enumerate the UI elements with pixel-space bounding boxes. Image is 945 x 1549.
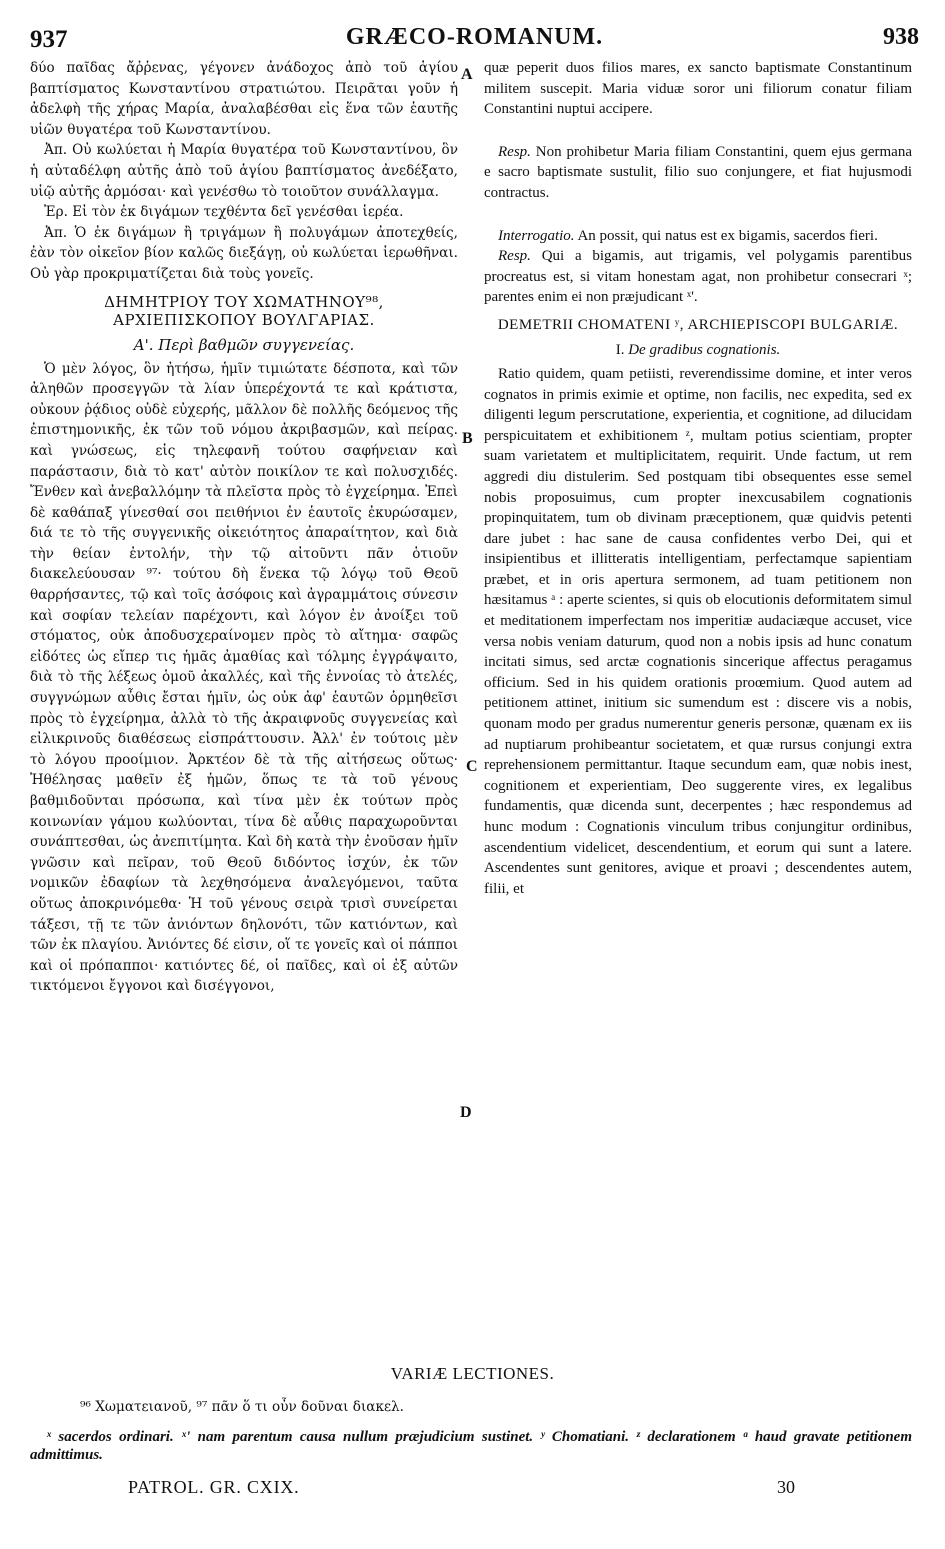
latin-paragraph: Ratio quidem, quam petiisti, reverendissime domine, et inter veros cognatos in primis eximie et optime, non facilis, nec expedita, sed ex diligenti legum perscrutatione, experientia, et cognitione, ad dilucidam perspicuitatem et exhibitionem ᶻ, multam potius scientiam, propter suam varietatem et multiplicitatem, requirit. Unde factum, ut rem aggredi diu distulerim. Sed postquam tibi obsequentes esse semel nobis proposuimus, cum propter inexcusabilem cognationis propinquitatem, tum ob divinam præceptionem, quæ quidvis petenti dare jubet : hac sane de causa confidentes verbo Dei, qui et insipientibus et illitteratis intelligentiam, perfectamque sapientiam præbet, et in oris apertura sermonem, ad tuam petitionem non hæsitamus ᵃ : aperte scientes, si quis ob elocutionis deformitatem simul et meditationem imperfectam nos imperitiæ audaciæque accuset, vice versa nobis veniam daturum, quod non a nobis ipsis ad hunc conatum incitati simus, sed arctæ cognationis sincerique affectus peragamus officium. Sed in his quidem orationis proœmium. Quod autem ad petitionem attinet, initium sic sumendum est : discere vis a nobis, quonam modo per gradus numerentur generis personæ, quænam ex iis ad nuptiarum prohibeantur societatem, et quæ rursus conjungi extra reprehensionem permittantur. Itaque secundum eam, quæ nobis inest, cognitionem et experientiam, Deo suggerente vires, ex legalibus fundamentis, quæ dicenda sunt, decerpentes ; hæc respondemus ad hunc modum : Cognationis vinculum tribus conjungitur ordinibus, ascendentium videlicet, descendentium, et eorum qui sunt a latere. Ascendentes sunt genitores, avique et proavi ; descendentes autem, filii, et bbox=[484, 365, 912, 897]
greek-section-heading: ΔΗΜΗΤΡΙΟΥ ΤΟΥ ΧΩΜΑΤΗΝΟΥ⁹⁸, ΑΡΧΙΕΠΙΣΚΟΠΟΥ ΒΟΥΛΓΑΡΙΑΣ. bbox=[104, 292, 384, 329]
page-footer bbox=[128, 1477, 795, 1501]
latin-paragraph: quæ peperit duos filios mares, ex sancto baptismate Constantinum militem suscepit. Maria viduæ soror uni filiorum conatur filiam Constantini nuptui accipere. bbox=[484, 60, 912, 118]
latin-paragraph-text: An possit, qui natus est ex bigamis, sacerdos fieri. bbox=[574, 227, 878, 244]
section-marker-b: B bbox=[462, 430, 473, 447]
speaker-label: Resp. bbox=[498, 248, 531, 265]
latin-paragraph-text: Non prohibetur Maria filiam Constantini, quem ejus germana e sacro baptismate sustulit, filio suo conjungere, et fiat hujusmodi contractus. bbox=[484, 143, 912, 201]
spacer bbox=[484, 120, 912, 142]
page-number-left: 937 bbox=[30, 26, 68, 53]
latin-paragraph bbox=[484, 142, 912, 204]
greek-column bbox=[30, 58, 458, 1358]
section-marker-a: A bbox=[461, 66, 473, 83]
latin-subheading bbox=[484, 340, 912, 360]
greek-paragraph: δύο παῖδας ἄῤῥενας, γέγονεν ἀνάδοχος ἀπὸ τοῦ ἁγίου βαπτίσματος Κωνσταντίνου στρατιώτου. Πειρᾶται γοῦν ἡ ἀδελφὴ τῆς χήρας Μαρία, ἀναλαβέσθαι εἰς ἕνα τῶν ἑαυτῆς υἱῶν θυγατέρα τοῦ Κωνσταντίνου. bbox=[30, 60, 458, 138]
section-marker-d: D bbox=[460, 1104, 472, 1121]
greek-footnotes: ⁹⁶ Χωματειανοῦ, ⁹⁷ πᾶν ὅ τι οὖν δοῦναι διακελ. bbox=[80, 1399, 404, 1415]
greek-paragraph: Ἀπ. Ὁ ἐκ διγάμων ἢ τριγάμων ἢ πολυγάμων ἀποτεχθείς, ἐὰν τὸν οἰκεῖον βίον καλῶς διεξάγῃ, οὐ κωλύεται ἱερωθῆναι. Οὐ γὰρ προκριματίζεται διὰ τοὺς γονεῖς. bbox=[30, 224, 458, 282]
latin-column bbox=[484, 58, 912, 1358]
spacer bbox=[484, 204, 912, 226]
signature-number: 30 bbox=[777, 1477, 795, 1497]
variae-lectiones-heading: VARIÆ LECTIONES. bbox=[390, 1364, 555, 1383]
greek-subheading: Α'. Περὶ βαθμῶν συγγενείας. bbox=[133, 335, 355, 354]
latin-paragraph-text: Qui a bigamis, aut trigamis, vel polygamis parentibus procreatus est, si vitam honestam agat, non prohibetur consecrari ˣ; parentes enim ei non præjudicant ˣ'. bbox=[484, 248, 912, 306]
page-number-right: 938 bbox=[883, 24, 919, 50]
running-header bbox=[30, 14, 919, 54]
subheading-number: I. bbox=[615, 341, 625, 358]
latin-paragraph bbox=[484, 246, 912, 308]
greek-paragraph: Ἀπ. Οὐ κωλύεται ἡ Μαρία θυγατέρα τοῦ Κωνσταντίνου, ὃν ἡ αὐταδέλφη αὐτῆς ἀπὸ τοῦ ἁγίου βαπτίσματος ἀνεδέξατο, υἱῷ αὐτῆς ἁρμόσαι· καὶ γενέσθω τὸ τοιοῦτον συνάλλαγμα. bbox=[30, 142, 458, 200]
greek-paragraph: Ὁ μὲν λόγος, ὃν ἠτήσω, ἡμῖν τιμιώτατε δέσποτα, καὶ τῶν ἀληθῶν προσεγγῶν τὰ λίαν ὑπερέχοντά τε καὶ κράτιστα, οὐκουν ῥᾴδιος οὐδὲ εὐχερής, μᾶλλον δὲ πολλῆς δεόμενος τῆς ἐπιστημονικῆς, ἐκ τῶν τοῦ νόμου ἀκριβασμῶν, καὶ πείρας. καὶ γνώσεως, εἰς τηλεφανῆ τούτου σαφήνειαν καὶ παράστασιν, διὰ τὸ κατ' αὐτὸν ποικίλον τε καὶ πολυσχιδές. Ἔνθεν καὶ ἀνεβαλλόμην τὰ πλεῖστα πρὸς τὸ ἐγχείρημα. Ἐπεὶ δὲ καθάπαξ γίνεσθαί σοι πειθήνιοι ἐν ἑαυτοῖς ἐκυρώσαμεν, διά τε τὸ τῆς συγγενικῆς οἰκειότητος ἀπαραίτητον, καὶ διὰ τὴν θείαν ἐντολήν, τὴν τῷ αἰτοῦντι πᾶν ὁτιοῦν διακελεύουσαν ⁹⁷· τούτου δὴ ἕνεκα τῷ λόγῳ τοῦ Θεοῦ θαρρήσαντες, τῷ καὶ τοῖς ἀσόφοις καὶ ἀγραμμάτοις σύνεσιν καὶ σοφίαν τελείαν παρέχοντι, καὶ λόγον ἐν ἀνοίξει τοῦ στόματος, οὐκ ἀποδυσχεραίνομεν πρὸς τὸ αἴτημα· σαφῶς εἰδότες ὡς εἴπερ τις ἡμᾶς ἀμαθίας καὶ τόλμης ἐγγράψαιτο, διὰ τὸ τῆς λέξεως ὁμοῦ ἀκαλλές, καὶ τῆς ἐννοίας τὸ ἀτελές, συγγνώμων αὖθις ἔσται ἡμῖν, ὡς οὐκ ἀφ' ἑαυτῶν ὁρμηθεῖσι πρὸς τὸ ἐγχείρημα, ἀλλὰ τὸ τῆς ἀκραιφνοῦς συγγενείας καὶ εἰλικρινοῦς διαθέσεως εἰσπράττουσιν. Ἀλλ' ἐν τούτοις μὲν τὸ λόγου προοίμιον. Ἀρκτέον δὲ τὰ τῆς αἰτήσεως οὕτως· Ἠθέλησας μαθεῖν ἐξ ἡμῶν, ὅπως τε τὰ τοῦ γένους βαθμιδοῦνται πρόσωπα, καὶ τίνα μὲν ἐκ τούτων πρὸς κοινωνίαν γάμου κωλύονται, τίνα δὲ αὖθις παραχωροῦνται συνάπτεσθαι, ὡς ἀνεπιτίμητα. Καὶ δὴ κατὰ τὴν ἐνοῦσαν ἡμῖν γνῶσιν καὶ πεῖραν, τοῦ Θεοῦ διδόντος ἰσχύν, ἐκ τῶν νομικῶν ἐδαφίων τὰ λεχθησόμενα ἀναλεγόμενοι, ταῦτα οὕτως ἀποκρινόμεθα· Ἡ τοῦ γένους σειρὰ τρισὶ συνείρεται τάξεσι, τῇ τε τῶν ἀνιόντων δηλονότι, τῶν κατιόντων, καὶ τῶν ἐκ πλαγίου. Ἀνιόντες δέ εἰσιν, οἵ τε γονεῖς καὶ οἱ πάπποι καὶ οἱ πρόπαπποι· κατιόντες δέ, οἱ παῖδες, καὶ οἱ ἐξ αὐτῶν τικτόμενοι ἔγγονοι καὶ δισέγγονοι, bbox=[30, 360, 458, 995]
running-title: GRÆCO-ROMANUM. bbox=[345, 24, 604, 50]
section-marker-c: C bbox=[466, 758, 478, 775]
latin-footnotes: ˣ sacerdos ordinari. ˣ' nam parentum causa nullum præjudicium sustinet. ʸ Chomatiani. ᶻ declarationem ᵃ haud gravate petitionem admittimus. bbox=[30, 1429, 912, 1463]
greek-paragraph: Ἐρ. Εἰ τὸν ἐκ διγάμων τεχθέντα δεῖ γενέσθαι ἱερέα. bbox=[44, 204, 404, 221]
subheading-title: De gradibus cognationis. bbox=[624, 341, 781, 358]
latin-section-heading: DEMETRII CHOMATENI ʸ, ARCHIEPISCOPI BULGARIÆ. bbox=[497, 316, 899, 333]
latin-paragraph bbox=[484, 226, 912, 247]
speaker-label: Interrogatio. bbox=[498, 227, 575, 244]
speaker-label: Resp. bbox=[498, 143, 531, 160]
series-signature: PATROL. GR. CXIX. bbox=[128, 1477, 300, 1497]
